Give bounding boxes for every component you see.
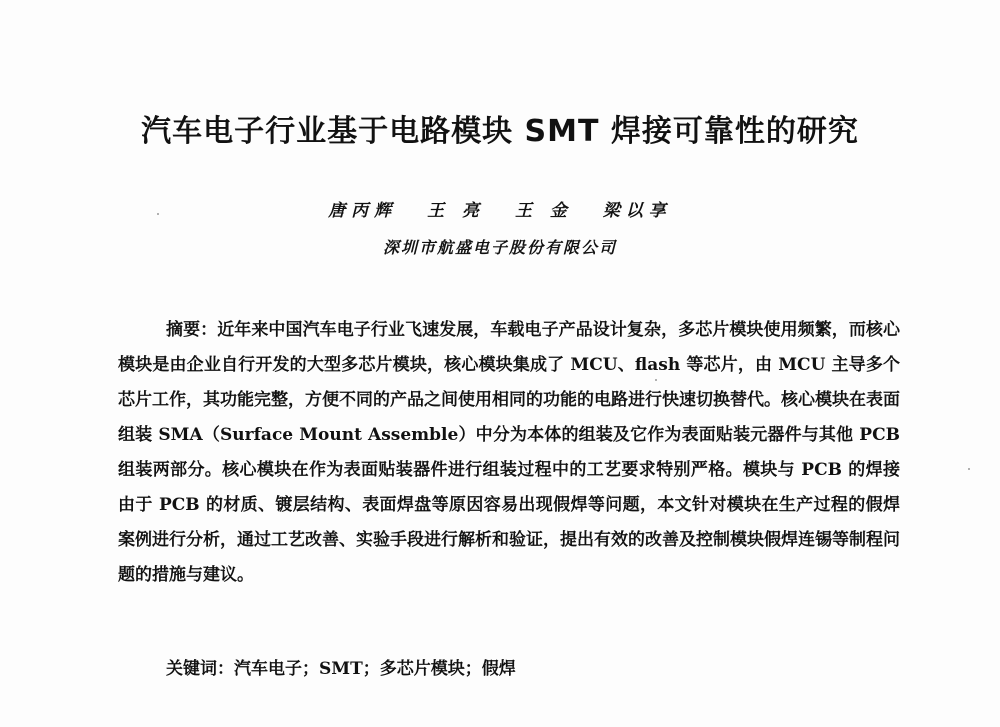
- author-list: [0, 199, 1000, 223]
- author-name: 王 亮: [427, 201, 486, 221]
- scan-speck: [157, 213, 159, 215]
- abstract-text: 近年来中国汽车电子行业飞速发展，车载电子产品设计复杂，多芯片模块使用频繁，而核心模块是由企业自行开发的大型多芯片模块，核心模块集成了 MCU、flash 等芯片，由 MCU 主导多个芯片工作，其功能完整，方便不同的产品之间使用相同的功能的电路进行快速切换替代。核心模块在表面组装 SMA（Surface Mount Assemble）中分为本体的组装及它作为表面贴装元器件与其他 PCB 组装两部分。核心模块在作为表面贴装器件进行组装过程中的工艺要求特别严格。模块与 PCB 的焊接由于 PCB 的材质、镀层结构、表面焊盘等原因容易出现假焊等问题，本文针对模块在生产过程的假焊案例进行分析，通过工艺改善、实验手段进行解析和验证，提出有效的改善及控制模块假焊连锡等制程问题的措施与建议。: [118, 320, 901, 585]
- author-name: 唐丙辉: [328, 201, 398, 221]
- keywords-text: 汽车电子；SMT；多芯片模块；假焊: [234, 659, 516, 679]
- abstract-label: 摘要：: [166, 320, 218, 340]
- keywords-label: 关键词：: [166, 659, 234, 679]
- keywords-line: [166, 654, 516, 684]
- scan-speck: [968, 468, 970, 470]
- paper-title: 汽车电子行业基于电路模块 SMT 焊接可靠性的研究: [141, 114, 859, 149]
- abstract-paragraph: [118, 313, 900, 593]
- author-affiliation: 深圳市航盛电子股份有限公司: [382, 238, 617, 257]
- scan-speck: [655, 379, 657, 381]
- author-name: 王 金: [514, 201, 573, 221]
- author-name: 梁以享: [602, 201, 672, 221]
